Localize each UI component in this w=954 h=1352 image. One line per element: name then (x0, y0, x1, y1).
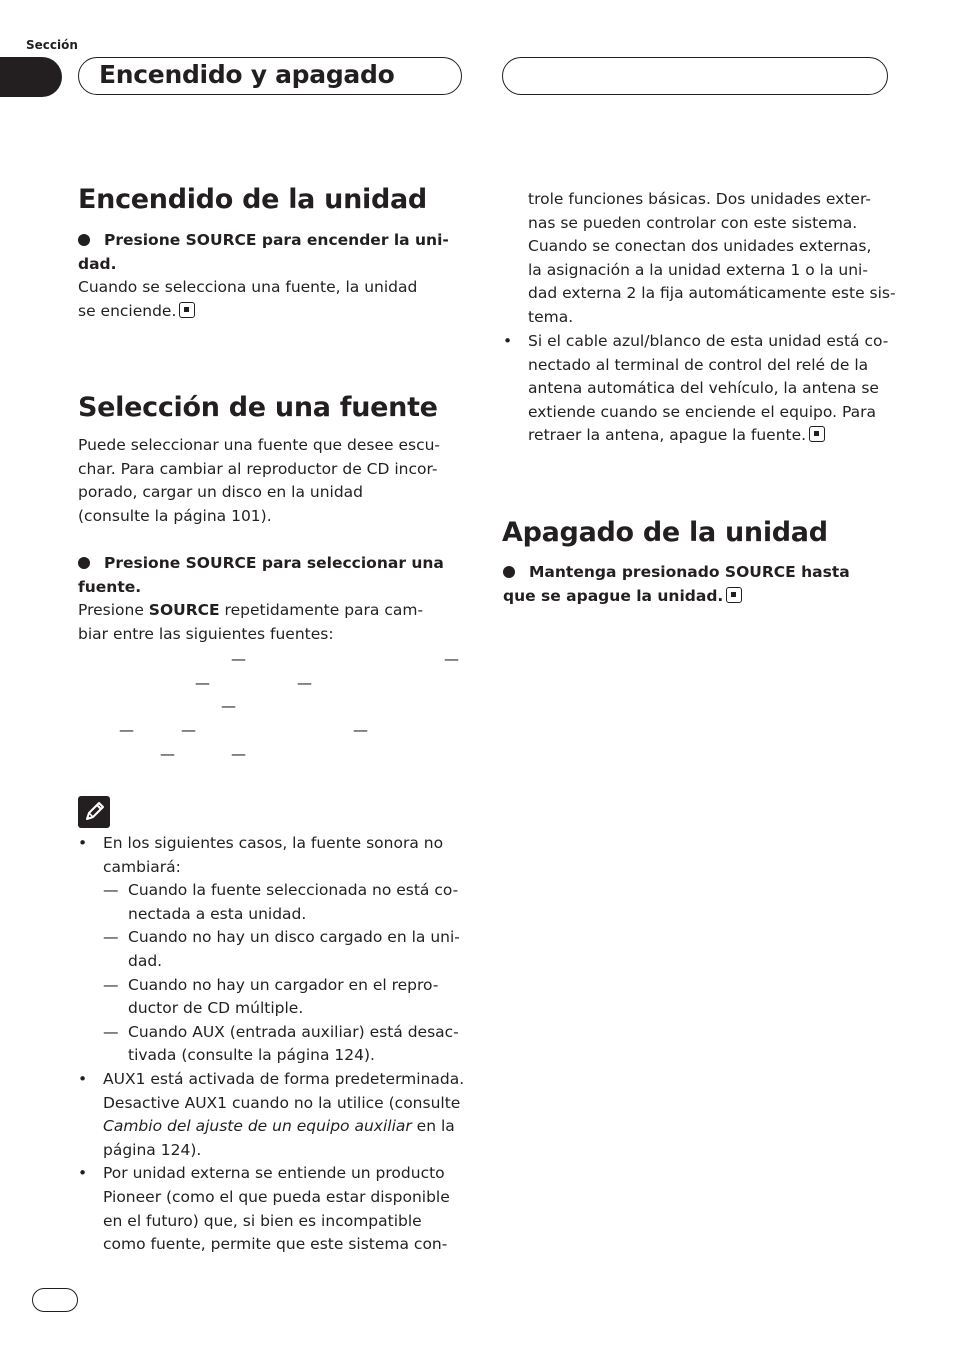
note-item (78, 1162, 470, 1256)
note-line: nas se pueden controlar con este sistema. (528, 213, 858, 232)
note-line: página 124). (103, 1140, 202, 1159)
heading-seleccion: Selección de una fuente (78, 392, 438, 423)
sequence-dash: — (231, 745, 246, 763)
sequence-dash: — (444, 650, 459, 668)
section-number-tab (0, 57, 62, 97)
chapter-title-pill-empty (502, 57, 888, 95)
seleccion-text-post: repetidamente para cam- (219, 601, 424, 620)
note-line: En los siguientes casos, la fuente sonora no (103, 834, 444, 852)
end-of-section-icon (179, 302, 195, 318)
seleccion-text-pre: Presione (78, 601, 149, 620)
note-line: Por unidad externa se entiende un producto (103, 1164, 445, 1183)
seleccion-text-l2: biar entre las siguientes fuentes: (78, 624, 334, 643)
sequence-dash: — (297, 674, 312, 692)
note-line: trole funciones básicas. Dos unidades exter- (528, 190, 871, 208)
step-apagado-l1: Mantenga presionado SOURCE hasta (529, 563, 850, 581)
heading-apagado: Apagado de la unidad (502, 517, 828, 548)
step-encendido-l1: Presione SOURCE para encender la uni- (104, 231, 449, 249)
step-bullet-icon (503, 566, 515, 578)
dash-glyph: — (103, 975, 119, 994)
page-number-pill (32, 1288, 78, 1312)
note-subitem (78, 879, 470, 926)
intro-line: char. Para cambiar al reproductor de CD incor- (78, 459, 438, 478)
dash-glyph: — (103, 881, 119, 900)
sequence-dash: — (353, 721, 368, 739)
note-line: Cuando se conectan dos unidades externas, (528, 237, 872, 256)
intro-line: (consulte la página 101). (78, 506, 272, 525)
note-line: Cuando la fuente seleccionada no está co- (128, 881, 459, 900)
note-line: Desactive AUX1 cuando no la utilice (consulte (103, 1093, 461, 1112)
note-line: como fuente, permite que este sistema con- (103, 1235, 448, 1254)
step-seleccion-l1: Presione SOURCE para seleccionar una (104, 554, 444, 572)
sequence-dash: — (160, 745, 175, 763)
bullet-glyph: • (78, 1164, 88, 1183)
step-apagado-l2: que se apague la unidad. (503, 586, 724, 605)
note-line: ductor de CD múltiple. (128, 999, 304, 1018)
note-line: dad externa 2 la fija automáticamente este sis- (528, 284, 896, 303)
sequence-dash: — (221, 697, 236, 715)
note-item (78, 1068, 470, 1162)
note-line: antena automática del vehículo, la antena se (528, 379, 879, 398)
end-of-section-icon (726, 587, 742, 603)
note-line: en el futuro) que, si bien es incompatible (103, 1211, 422, 1230)
note-line: Pioneer (como el que pueda estar disponible (103, 1187, 450, 1206)
intro-line: Puede seleccionar una fuente que desee escu- (78, 436, 441, 454)
note-subitem (78, 974, 470, 1021)
intro-line: porado, cargar un disco en la unidad (78, 483, 364, 502)
sequence-dash: — (119, 721, 134, 739)
note-line: Cuando no hay un cargador en el repro- (128, 975, 439, 994)
section-label: Sección (26, 38, 78, 52)
heading-encendido: Encendido de la unidad (78, 184, 427, 215)
note-item (78, 832, 470, 879)
note-subitem (78, 926, 470, 973)
chapter-title: Encendido y apagado (99, 60, 395, 89)
note-item (503, 330, 903, 448)
note-line: nectado al terminal de control del relé de la (528, 355, 869, 374)
note-continuation (528, 188, 900, 330)
chapter-title-pill (78, 57, 462, 95)
step-bullet-icon (78, 234, 90, 246)
note-subitem (78, 1021, 470, 1068)
note-line: dad. (128, 951, 163, 970)
dash-glyph: — (103, 1022, 119, 1041)
notes-list (78, 832, 470, 1257)
encendido-text-l1: Cuando se selecciona una fuente, la unidad (78, 278, 418, 297)
note-line: AUX1 está activada de forma predeterminada. (103, 1069, 465, 1088)
note-line: cambiará: (103, 857, 181, 876)
note-line: nectada a esta unidad. (128, 904, 307, 923)
encendido-text-l2: se enciende. (78, 301, 177, 320)
step-encendido-l2: dad. (78, 254, 117, 273)
note-line: Cuando AUX (entrada auxiliar) está desac- (128, 1022, 459, 1041)
note-pencil-icon (78, 796, 110, 828)
note-line: tivada (consulte la página 124). (128, 1046, 375, 1065)
source-key-label: SOURCE (148, 601, 220, 620)
sequence-dash: — (181, 721, 196, 739)
note-line: tema. (528, 307, 574, 326)
cross-reference-title: Cambio del ajuste de un equipo auxiliar (103, 1117, 412, 1136)
bullet-glyph: • (503, 332, 513, 350)
note-line: en la (411, 1117, 455, 1136)
step-bullet-icon (78, 557, 90, 569)
end-of-section-icon (809, 426, 825, 442)
bullet-glyph: • (78, 1069, 88, 1088)
note-line: Si el cable azul/blanco de esta unidad está co- (528, 332, 889, 350)
note-item-antenna (503, 330, 903, 448)
section-seleccion-step (78, 552, 468, 646)
dash-glyph: — (103, 928, 119, 947)
note-line: extiende cuando se enciende el equipo. Para (528, 402, 876, 421)
step-seleccion-l2: fuente. (78, 577, 142, 596)
section-seleccion-intro (78, 434, 468, 528)
note-line: la asignación a la unidad externa 1 o la uni- (528, 260, 868, 279)
note-line: Cuando no hay un disco cargado en la uni- (128, 928, 460, 947)
sequence-dash: — (195, 674, 210, 692)
section-apagado-body (503, 561, 903, 608)
bullet-glyph: • (78, 834, 88, 852)
section-encendido-body (78, 229, 468, 323)
note-line: retraer la antena, apague la fuente. (528, 426, 807, 445)
sequence-dash: — (231, 650, 246, 668)
